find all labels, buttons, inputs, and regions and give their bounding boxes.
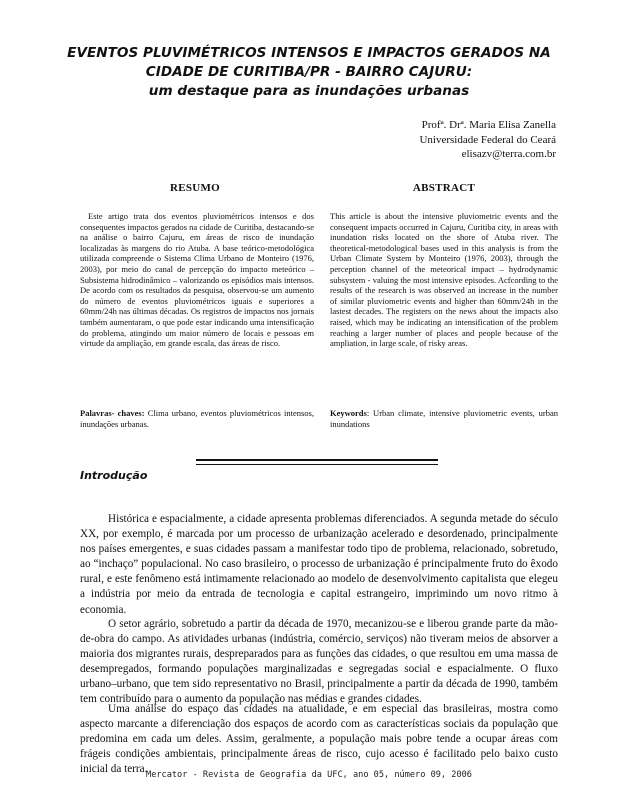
abstract-keywords — [330, 408, 558, 429]
journal-footer: Mercator - Revista de Geografia da UFC, ano 05, número 09, 2006 — [146, 770, 472, 780]
paragraph-text: Histórica e espacialmente, a cidade apresenta problemas diferenciados. A segunda metade do século XX, por exemplo, é marcada por um processo de urbanização acelerado e desordenado, principalmente nos países emergentes, e suas cidades passam a manifestar todo tipo de problema, relacionado, sobretudo, ao “inchaço” populacional. No caso brasileiro, o processo de urbanização é principalmente fruto do êxodo rural, e este fenômeno está intimamente relacionado ao modelo de desenvolvimento capitalista que elegeu a indústria por meio da entrada de tecnologia e capital estrangeiro, imprimindo um novo ritmo à economia. — [80, 513, 558, 616]
resumo-text: Este artigo trata dos eventos pluviométricos intensos e dos consequentes impactos gerados na cidade de Curitiba, destacando-se na análise o bairro Cajuru, em áreas de risco de inundação localizadas às margens do rio Atuba. A base teórico-metodológica utilizada compreende o Sistema Clima Urbano de Monteiro (1976, 2003), por meio do canal de percepção do impacto meteórico – Subsistema hidrodinâmico – valorizando os episódios mais intensos. De acordo com os resultados da pesquisa, observou-se um aumento do número de eventos pluviométricos iguais e superiores a 60mm/24h nas últimas décadas. Os registros de impactos nos jornais também aumentaram, o que pode estar indicando uma intensificação do problema, atingindo um maior número de locais e pessoas em virtude da ampliação, em grande escala, das áreas de risco. — [80, 211, 314, 349]
abstract-keywords-label: Keywords — [330, 408, 367, 418]
resumo-heading: RESUMO — [169, 182, 221, 194]
abstract-heading: ABSTRACT — [412, 182, 476, 194]
intro-paragraph-2 — [80, 617, 558, 708]
article-title — [40, 44, 578, 101]
title-line-1: EVENTOS PLUVIMÉTRICOS INTENSOS E IMPACTOS GERADOS NA — [67, 45, 551, 61]
intro-paragraph-1 — [80, 512, 558, 618]
paragraph-text: O setor agrário, sobretudo a partir da década de 1970, mecanizou-se e liberou grande parte da mão-de-obra do campo. As atividades urbanas (indústria, comércio, serviços) não tiveram meios de absorver a maioria dos migrantes rurais, despreparados para as funções das cidades, o que resultou em uma massa de desempregados, formando populações marginalizadas e segregadas social e espacialmente. O fluxo urbano–urbano, que tem sido representativo no Brasil, principalmente a partir da década de 1990, também tem contribuído para o aumento da população nas médias e grandes cidades. — [80, 618, 558, 706]
resumo-keywords — [80, 408, 314, 429]
abstract-keywords-list: : Urban climate, intensive pluviometric events, urban inundations — [330, 408, 558, 429]
author-email: elisazv@terra.com.br — [461, 148, 556, 161]
intro-paragraph-3 — [80, 702, 558, 777]
resumo-keywords-list: Clima urbano, eventos pluviométricos intensos, inundações urbanas. — [80, 408, 314, 429]
introduction-heading: Introdução — [80, 469, 148, 482]
author-affiliation: Universidade Federal do Ceará — [419, 133, 556, 146]
title-line-2: CIDADE DE CURITIBA/PR - BAIRRO CAJURU: — [145, 64, 473, 80]
section-divider-thick — [196, 459, 438, 461]
author-name: Profª. Drª. Maria Elisa Zanella — [421, 119, 556, 131]
abstract-text: This article is about the intensive pluviometric events and the consequent impacts occurred in Cajuru, Curitiba city, in areas with inundation risks located on the shore of Atuba river. The theoretical-metodological bases used in this analysis is from the Urban Climate System by Monteiro (1976, 2003), through the perception channel of the meteorical impact – hydrodynamic subsystem - valuing the most intensive episodes. Acfcording to the results of the research is was observed an increase in the number of similar pluviometric events and higher than 60mm/24h in the lastest decades. The registers on the news about the impacts also raised, which may be indicating an intensification of the problem reaching a larger number of places and people because of the ampliation, in large scale, of risky areas. — [330, 211, 558, 349]
title-subtitle: um destaque para as inundações urbanas — [148, 83, 470, 99]
author-block — [419, 118, 556, 162]
paragraph-text: Uma análise do espaço das cidades na atualidade, e em especial das brasileiras, mostra como aspecto marcante a diferenciação dos espaços de acordo com as características sociais da população que predomina em cada um deles. Assim, geralmente, a população mais pobre tende a ocupar áreas com frágeis condições ambientais, principalmente áreas de risco, cujo acesso é facilitado pelo baixo custo inicial da terra. — [80, 703, 558, 776]
section-divider-thin — [196, 464, 438, 465]
resumo-keywords-label: Palavras- chaves: — [80, 408, 145, 418]
